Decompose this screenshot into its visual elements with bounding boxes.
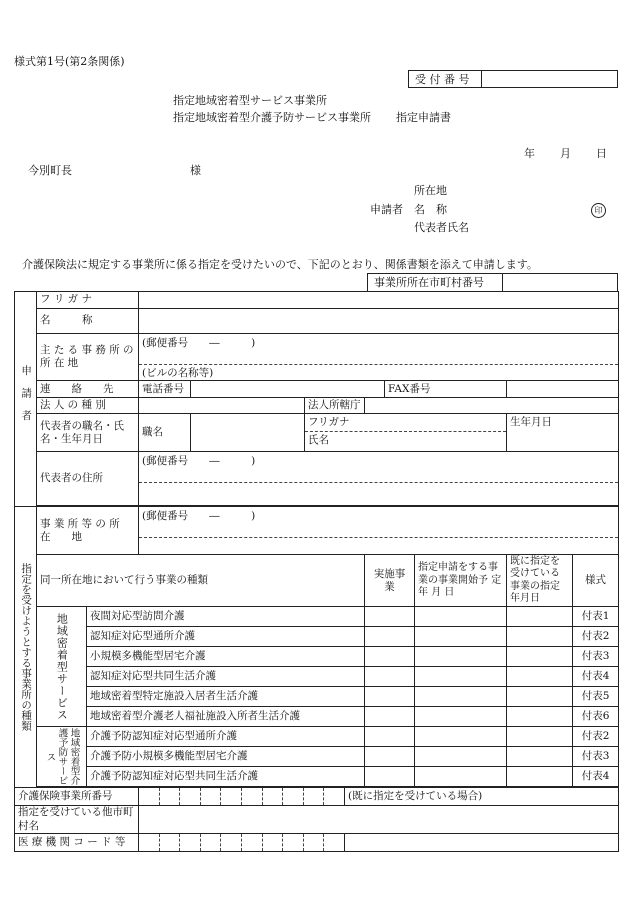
corp-authority-field[interactable] [365, 398, 619, 414]
service-name: 夜間対応型訪問介護 [87, 607, 365, 627]
seal-icon: 印 [591, 203, 606, 218]
municipality-number-box [367, 273, 618, 291]
existing-date-cell[interactable] [507, 667, 573, 687]
applicant-address-label: 所在地 [414, 184, 447, 197]
contact-label: 連 絡 先 [37, 381, 139, 398]
start-date-cell[interactable] [415, 727, 507, 747]
impl-cell[interactable] [365, 607, 415, 627]
form-cell: 付表1 [573, 607, 619, 627]
title-line1: 指定地域密着型サービス事業所 [173, 94, 327, 107]
start-date-header: 指定申請をする事業の事業開始予 定 年 月 日 [415, 555, 507, 607]
start-date-cell[interactable] [415, 627, 507, 647]
insurance-number-note: (既に指定を受けている場合) [345, 788, 619, 806]
rep-title-label: 代表者の職名・氏名・生年月日 [37, 414, 139, 452]
start-date-cell[interactable] [415, 667, 507, 687]
impl-header: 実施事業 [365, 555, 415, 607]
corp-authority-label: 法人所轄庁 [305, 398, 365, 414]
form-header: 様式 [573, 555, 619, 607]
impl-cell[interactable] [365, 707, 415, 727]
impl-cell[interactable] [365, 687, 415, 707]
receipt-number-label: 受 付 番 号 [415, 73, 470, 86]
existing-date-cell[interactable] [507, 647, 573, 667]
rep-name-label: 氏名 [305, 431, 506, 447]
form-cell: 付表2 [573, 727, 619, 747]
office-address-field[interactable] [139, 507, 619, 555]
start-date-cell[interactable] [415, 747, 507, 767]
office-address-postal: (郵便番号 ― ) [142, 510, 256, 523]
service-name: 地域密着型介護老人福祉施設入所者生活介護 [87, 707, 365, 727]
form-cell: 付表3 [573, 647, 619, 667]
insurance-number-label: 介護保険事業所番号 [15, 788, 139, 806]
impl-cell[interactable] [365, 647, 415, 667]
fax-field[interactable] [507, 381, 619, 398]
form-cell: 付表6 [573, 707, 619, 727]
title-line2: 指定地域密着型介護予防サービス事業所 [173, 111, 371, 124]
rep-address-field[interactable] [139, 452, 619, 506]
date-day: 日 [596, 147, 607, 160]
medical-code-label: 医 療 機 関 コ ー ド 等 [15, 833, 139, 851]
applicant-side-label: 申請者 [15, 292, 37, 507]
rep-address-label: 代表者の住所 [37, 452, 139, 506]
impl-cell[interactable] [365, 767, 415, 787]
form-cell: 付表3 [573, 747, 619, 767]
receipt-number-box [408, 70, 618, 88]
title-suffix: 指定申請書 [396, 111, 451, 124]
impl-cell[interactable] [365, 747, 415, 767]
other-municipality-field[interactable] [139, 806, 619, 833]
existing-header: 既に指定を受けている事業の指定年月日 [507, 555, 573, 607]
service-name: 介護予防小規模多機能型居宅介護 [87, 747, 365, 767]
phone-field[interactable] [191, 381, 385, 398]
municipality-number-label: 事業所所在市町村番号 [374, 276, 484, 289]
addressee-name: 今別町長 [28, 164, 72, 177]
name-label: 名 称 [37, 309, 139, 334]
date-month: 月 [560, 147, 571, 160]
existing-date-cell[interactable] [507, 747, 573, 767]
office-side-label: 指定を受けようとする事業所の種類 [15, 507, 37, 788]
services-header: 同一所在地において行う事業の種類 [37, 555, 365, 607]
service-name: 地域密着型特定施設入居者生活介護 [87, 687, 365, 707]
applicant-name-label: 名 称 [414, 203, 447, 216]
addressee-honorific: 様 [190, 164, 201, 177]
rep-title-field-label: 職名 [139, 414, 191, 452]
service-name: 介護予防認知症対応型通所介護 [87, 727, 365, 747]
application-table [14, 291, 619, 852]
corp-type-label: 法 人 の 種 別 [37, 398, 139, 414]
rep-address-postal: (郵便番号 ― ) [142, 455, 256, 468]
furigana-label: フ リ ガ ナ [37, 292, 139, 309]
group2-label: 地域密着型介護予防サービス [37, 727, 87, 787]
start-date-cell[interactable] [415, 767, 507, 787]
rep-name-field[interactable] [305, 414, 507, 452]
main-office-building: (ビルの名称等) [139, 364, 618, 380]
form-number: 様式第1号(第2条関係) [14, 55, 125, 68]
name-field[interactable] [139, 309, 619, 334]
existing-date-cell[interactable] [507, 727, 573, 747]
service-name: 小規模多機能型居宅介護 [87, 647, 365, 667]
group1-label: 地域密着型サービス [37, 607, 87, 727]
impl-cell[interactable] [365, 667, 415, 687]
form-cell: 付表4 [573, 767, 619, 787]
medical-code-field[interactable] [139, 833, 345, 851]
existing-date-cell[interactable] [507, 707, 573, 727]
impl-cell[interactable] [365, 627, 415, 647]
rep-title-field[interactable] [191, 414, 305, 452]
form-cell: 付表2 [573, 627, 619, 647]
birth-field[interactable] [507, 414, 619, 452]
rep-furigana-label: フリガナ [308, 416, 350, 429]
furigana-field[interactable] [139, 292, 619, 309]
form-cell: 付表4 [573, 667, 619, 687]
service-name: 認知症対応型通所介護 [87, 627, 365, 647]
start-date-cell[interactable] [415, 647, 507, 667]
corp-type-field[interactable] [139, 398, 305, 414]
birth-label: 生年月日 [510, 416, 553, 429]
insurance-number-field[interactable] [139, 788, 345, 806]
start-date-cell[interactable] [415, 607, 507, 627]
start-date-cell[interactable] [415, 687, 507, 707]
service-name: 認知症対応型共同生活介護 [87, 667, 365, 687]
existing-date-cell[interactable] [507, 687, 573, 707]
start-date-cell[interactable] [415, 707, 507, 727]
existing-date-cell[interactable] [507, 607, 573, 627]
existing-date-cell[interactable] [507, 767, 573, 787]
applicant-label: 申請者 [370, 203, 403, 216]
service-name: 介護予防認知症対応型共同生活介護 [87, 767, 365, 787]
main-office-label: 主 た る 事 務 所 の 所 在 地 [37, 334, 139, 381]
office-address-label: 事 業 所 等 の 所 在 地 [37, 507, 139, 555]
other-municipality-label: 指定を受けている他市町村名 [15, 806, 139, 833]
impl-cell[interactable] [365, 727, 415, 747]
applicant-rep-label: 代表者氏名 [414, 221, 469, 234]
existing-date-cell[interactable] [507, 627, 573, 647]
fax-label: FAX番号 [385, 381, 507, 398]
medical-code-extra[interactable] [345, 833, 619, 851]
main-office-postal: (郵便番号 ― ) [142, 337, 256, 349]
form-cell: 付表5 [573, 687, 619, 707]
phone-label: 電話番号 [139, 381, 191, 398]
main-office-field[interactable] [139, 334, 619, 381]
intro-text: 介護保険法に規定する事業所に係る指定を受けたいので、下記のとおり、関係書類を添えて申請します。 [22, 258, 538, 271]
date-year: 年 [524, 147, 535, 160]
